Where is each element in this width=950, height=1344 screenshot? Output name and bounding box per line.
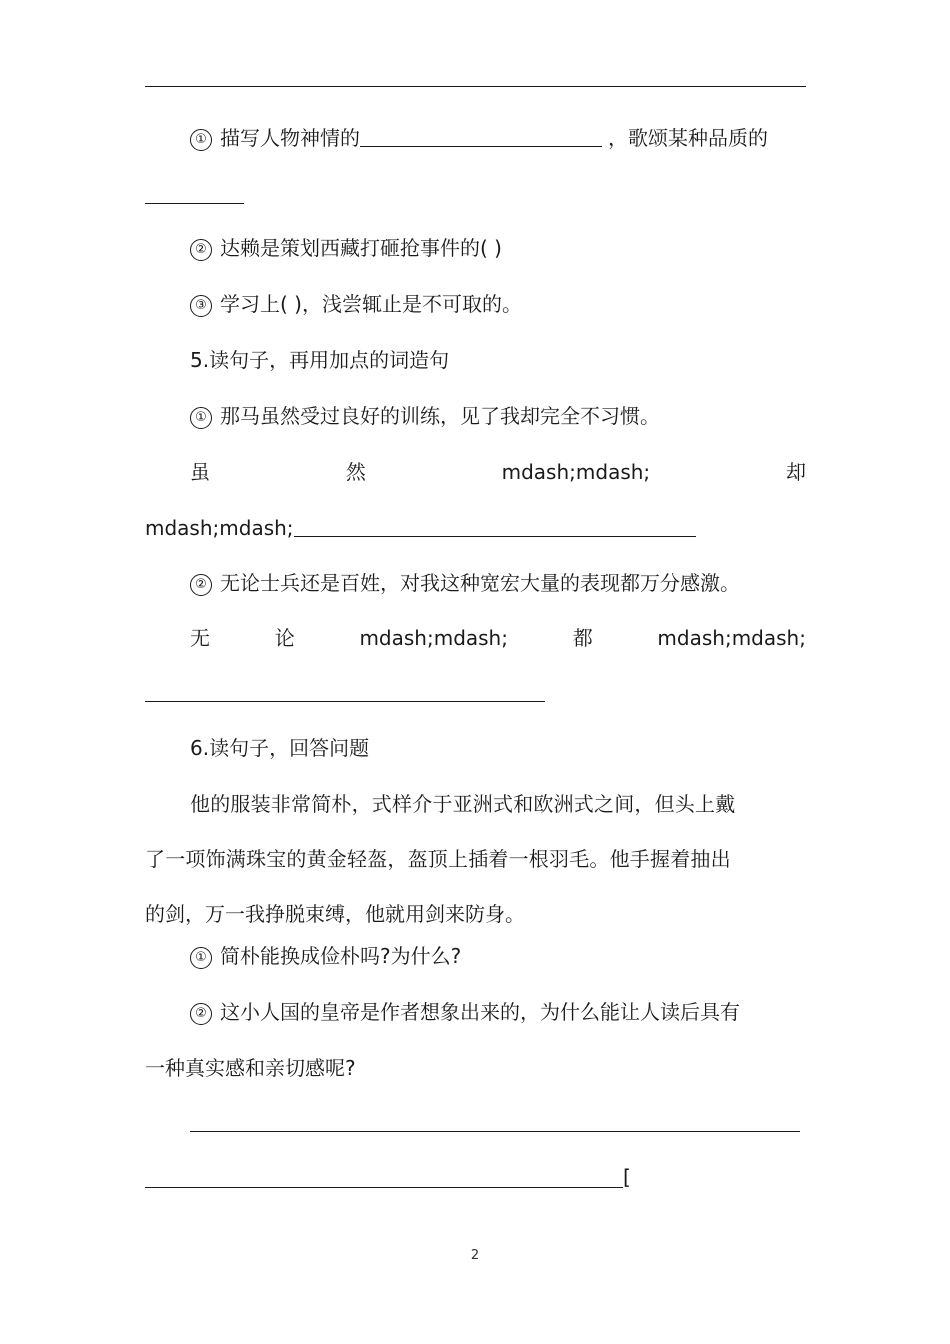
trailing-bracket: [: [623, 1165, 631, 1189]
item-number: ①: [190, 129, 212, 151]
item-number: ②: [190, 574, 212, 596]
q4-item-2: [190, 234, 502, 262]
item-text: 无论士兵还是百姓，对我这种宽宏大量的表现都万分感激。: [220, 571, 740, 595]
answer-blank[interactable]: [294, 516, 696, 537]
keyword: 论: [274, 626, 295, 650]
keyword: 虽: [190, 460, 210, 484]
item-text: 描写人物神情的: [220, 126, 360, 150]
q4-item-3: [190, 290, 522, 318]
q5-item-1: [190, 402, 660, 430]
q5-item-1-cont: [145, 514, 696, 542]
keyword: 都: [572, 626, 593, 650]
q6-item-2-cont: 一种真实感和亲切感呢?: [145, 1056, 356, 1080]
item-text: 达赖是策划西藏打砸抢事件的( ): [220, 236, 502, 260]
q6-paragraph-line: 的剑，万一我挣脱束缚，他就用剑来防身。: [145, 902, 525, 926]
keyword: 无: [190, 626, 210, 650]
keyword: 却: [785, 460, 806, 484]
item-text: 这小人国的皇帝是作者想象出来的，为什么能让人读后具有: [220, 1000, 740, 1024]
item-number: ②: [190, 1003, 212, 1025]
dash-placeholder: mdash;mdash;: [359, 626, 508, 650]
q4-item-1: [190, 124, 768, 152]
item-number: ①: [190, 407, 212, 429]
dash-placeholder: mdash;mdash;: [145, 516, 294, 540]
q6-item-2: [190, 998, 740, 1026]
answer-blank[interactable]: [360, 126, 602, 147]
q6-item-1: [190, 942, 461, 970]
item-number: ②: [190, 239, 212, 261]
page-number: 2: [470, 1248, 480, 1263]
q5-item-2: [190, 569, 740, 597]
q5-item-2-words: [190, 624, 806, 652]
item-text: 简朴能换成俭朴吗?为什么?: [220, 944, 462, 968]
item-number: ③: [190, 295, 212, 317]
keyword: 然: [345, 460, 366, 484]
dash-placeholder: mdash;mdash;: [657, 626, 806, 650]
q5-title: 5.读句子，再用加点的词造句: [190, 348, 450, 372]
answer-line[interactable]: [145, 1187, 623, 1188]
q6-paragraph-line: 他的服装非常简朴，式样介于亚洲式和欧洲式之间，但头上戴: [190, 792, 736, 816]
answer-line[interactable]: [145, 203, 244, 204]
item-text-cont: ，歌颂某种品质的: [608, 126, 768, 150]
answer-line[interactable]: [145, 701, 545, 702]
item-number: ①: [190, 947, 212, 969]
q6-paragraph-line: 了一项饰满珠宝的黄金轻盔，盔顶上插着一根羽毛。他手握着抽出: [145, 847, 731, 871]
answer-line[interactable]: [190, 1131, 800, 1132]
q6-title: 6.读句子，回答问题: [190, 736, 370, 760]
answer-line: [145, 86, 806, 87]
q5-item-1-words: [190, 458, 806, 486]
item-text: 那马虽然受过良好的训练，见了我却完全不习惯。: [220, 404, 660, 428]
dash-placeholder: mdash;mdash;: [501, 460, 651, 484]
item-text: 学习上( )，浅尝辄止是不可取的。: [220, 292, 522, 316]
